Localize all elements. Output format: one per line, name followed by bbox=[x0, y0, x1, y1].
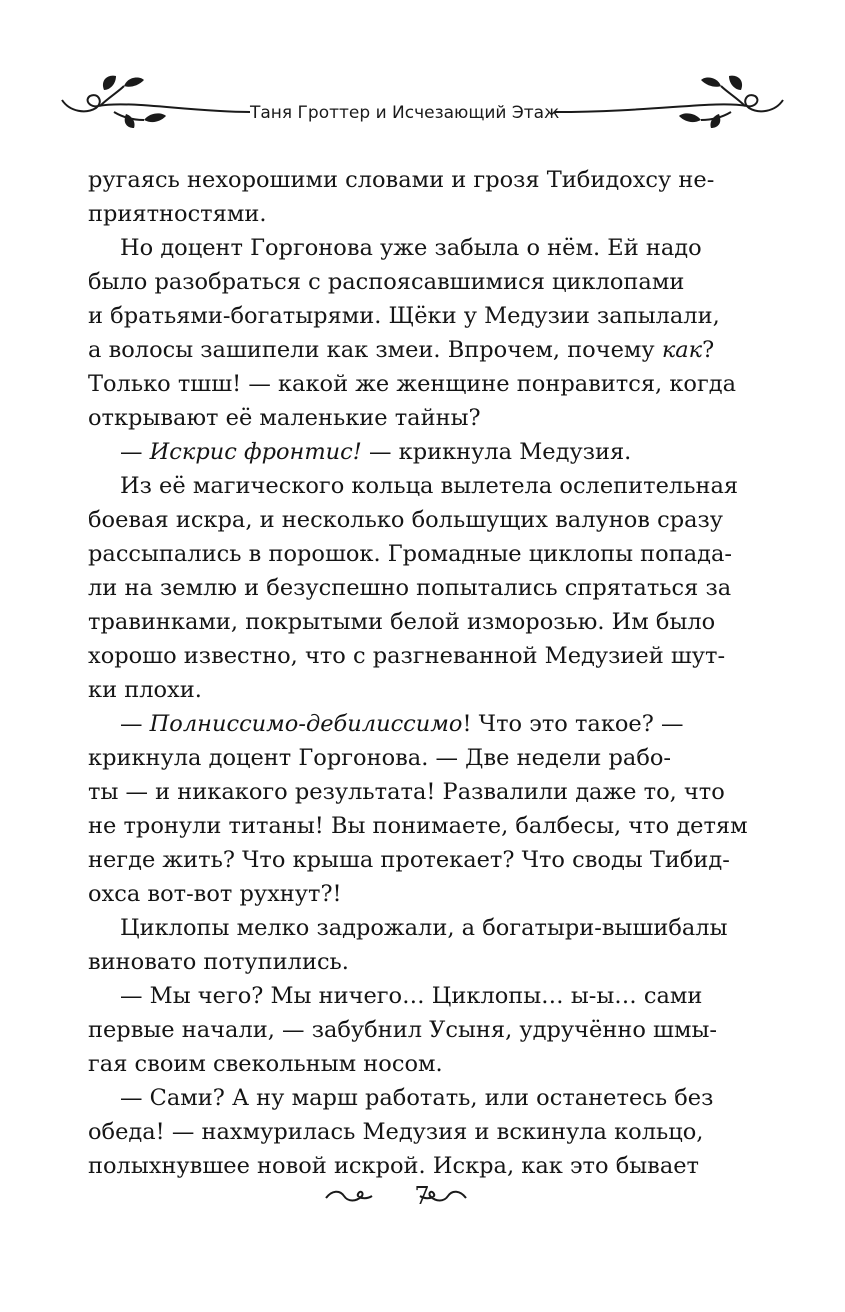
text-line: Из её магического кольца вылетела ослепительная bbox=[120, 473, 739, 499]
dialogue-dash: — bbox=[120, 439, 150, 465]
text-fragment: ! Что это такое? — bbox=[462, 711, 684, 737]
text-line bbox=[88, 707, 704, 741]
text-line: открывают её маленькие тайны? bbox=[88, 405, 481, 431]
spell-incantation: Искрис фронтис! bbox=[149, 439, 362, 465]
punctuation: ? bbox=[702, 337, 715, 363]
text-line: обеда! — нахмурилась Медузия и вскинула кольцо, bbox=[88, 1119, 704, 1145]
page-body bbox=[88, 163, 748, 1183]
text-line: приятностями. bbox=[88, 201, 267, 227]
text-line: — Сами? А ну марш работать, или останетесь без bbox=[120, 1085, 714, 1111]
paragraph bbox=[88, 911, 728, 979]
running-title: Таня Гроттер и Исчезающий Этаж bbox=[250, 103, 560, 123]
text-line: охса вот-вот рухнут?! bbox=[88, 881, 342, 907]
text-line: полыхнувшее новой искрой. Искра, как это бывает bbox=[88, 1153, 699, 1179]
paragraph bbox=[88, 435, 704, 469]
text-line bbox=[88, 333, 715, 367]
page-number: 7 bbox=[414, 1182, 430, 1210]
italic-word: как bbox=[661, 337, 703, 363]
text-fragment: а волосы зашипели как змеи. Впрочем, почему bbox=[88, 337, 662, 363]
paragraph bbox=[88, 707, 748, 911]
text-line: было разобраться с распоясавшимися циклопами bbox=[88, 269, 685, 295]
text-line: боевая искра, и несколько большущих валунов сразу bbox=[88, 507, 724, 533]
text-line: хорошо известно, что с разгневанной Медузией шут- bbox=[88, 643, 726, 669]
text-line: Только тшш! — какой же женщине понравится, когда bbox=[88, 371, 737, 397]
text-line: крикнула доцент Горгонова. — Две недели рабо- bbox=[88, 745, 672, 771]
text-line: негде жить? Что крыша протекает? Что своды Тибид- bbox=[88, 847, 730, 873]
text-line: травинками, покрытыми белой изморозью. Им было bbox=[88, 609, 716, 635]
text-line: рассыпались в порошок. Громадные циклопы попада- bbox=[88, 541, 733, 567]
text-line: ругаясь нехорошими словами и грозя Тибидохсу не- bbox=[88, 167, 715, 193]
text-line: Циклопы мелко задрожали, а богатыри-вышибалы bbox=[120, 915, 728, 941]
text-line: и братьями-богатырями. Щёки у Медузии запылали, bbox=[88, 303, 720, 329]
text-line: первые начали, — забубнил Усыня, удручённо шмы- bbox=[88, 1017, 717, 1043]
text-line: не тронули титаны! Вы понимаете, балбесы, что детям bbox=[88, 813, 748, 839]
text-line: гая своим свекольным носом. bbox=[88, 1051, 443, 1077]
paragraph bbox=[88, 979, 717, 1081]
text-line: виновато потупились. bbox=[88, 949, 349, 975]
text-line bbox=[88, 435, 704, 469]
text-line: ки плохи. bbox=[88, 677, 202, 703]
text-fragment: — крикнула Медузия. bbox=[361, 439, 632, 465]
paragraph bbox=[88, 231, 737, 435]
spell-incantation: Полниссимо-дебилиссимо bbox=[149, 711, 463, 737]
text-line: ли на землю и безуспешно попытались спрятаться за bbox=[88, 575, 732, 601]
paragraph bbox=[88, 163, 715, 231]
right-vine-ornament-icon bbox=[555, 86, 783, 120]
paragraph bbox=[88, 469, 739, 707]
text-line: — Мы чего? Мы ничего… Циклопы… ы-ы… сами bbox=[120, 983, 703, 1009]
paragraph bbox=[88, 1081, 714, 1183]
left-flourish-icon bbox=[326, 1192, 372, 1201]
text-line: Но доцент Горгонова уже забыла о нём. Ей надо bbox=[120, 235, 702, 261]
dialogue-dash: — bbox=[120, 711, 150, 737]
text-line: ты — и никакого результата! Развалили даже то, что bbox=[88, 779, 725, 805]
